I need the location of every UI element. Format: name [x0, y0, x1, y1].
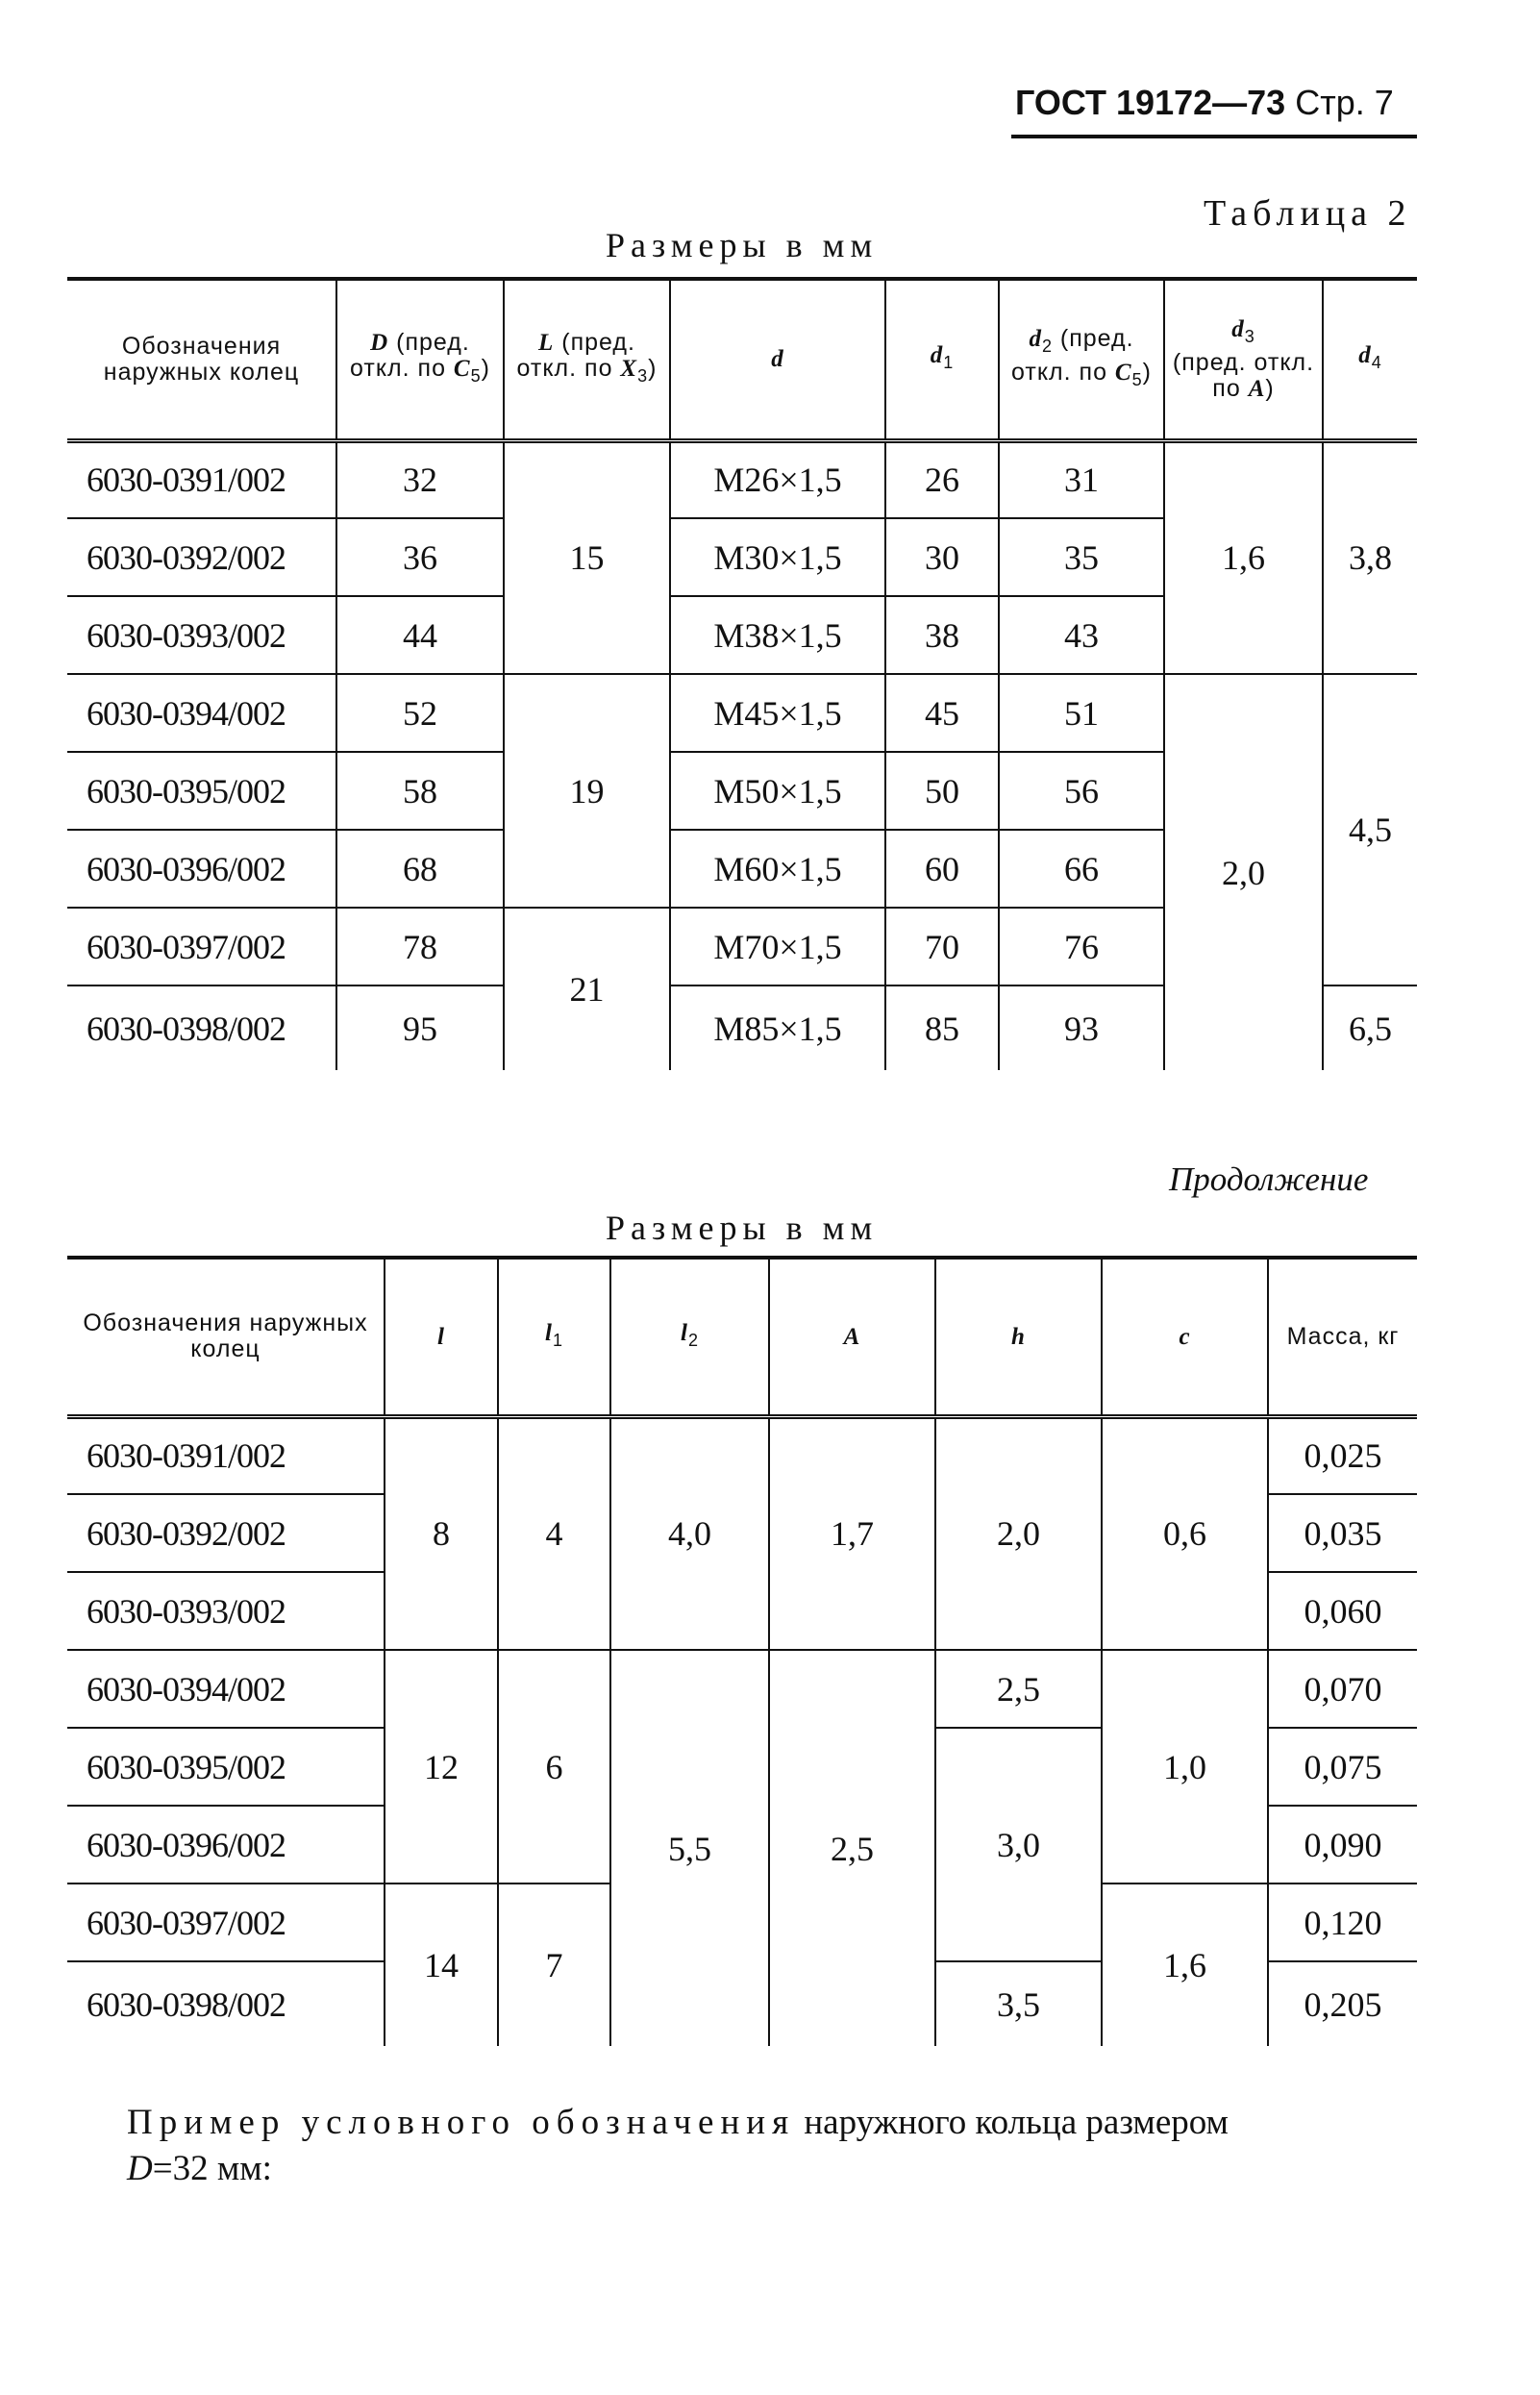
col-designation	[67, 279, 336, 440]
d2-cell: 31	[999, 440, 1164, 518]
D-cell: 32	[336, 440, 504, 518]
designation-cell: 6030-0398/002	[87, 1984, 286, 2024]
col-d3-close: )	[1265, 375, 1275, 403]
col-d1-sub: 1	[943, 353, 955, 373]
page-number: Стр. 7	[1295, 83, 1394, 122]
D-cell: 36	[336, 518, 504, 596]
d4-cell: 4,5	[1323, 674, 1417, 985]
L-cell: 15	[504, 440, 670, 674]
mass-cell: 0,205	[1268, 1961, 1417, 2046]
col-D	[336, 279, 504, 440]
col-d2-tol-sub: 5	[1131, 369, 1143, 389]
col-d2-close: )	[1142, 358, 1152, 386]
col-l1	[498, 1258, 610, 1416]
mass-cell: 0,090	[1268, 1806, 1417, 1884]
col-c	[1102, 1258, 1268, 1416]
col-d4	[1323, 279, 1417, 440]
l1-cell: 4	[498, 1416, 610, 1650]
designation-cell: 6030-0397/002	[67, 1884, 385, 1961]
header-rule	[1011, 135, 1417, 138]
col-d1-symbol: d	[930, 342, 944, 369]
col-d1	[885, 279, 999, 440]
col-mass-label: Масса, кг	[1286, 1322, 1400, 1350]
d2-cell: 93	[999, 985, 1164, 1070]
col-D-close: )	[481, 354, 490, 382]
col-L-tol-sub: 3	[637, 365, 649, 386]
table1-units: Размеры в мм	[606, 226, 879, 264]
mass-cell: 0,120	[1268, 1884, 1417, 1961]
col-h	[935, 1258, 1102, 1416]
d2-cell: 56	[999, 752, 1164, 830]
col-d2-tol: C	[1114, 359, 1132, 386]
designation-cell: 6030-0395/002	[67, 1728, 385, 1806]
d-cell: М85×1,5	[670, 985, 885, 1070]
designation-cell: 6030-0396/002	[67, 830, 336, 908]
d1-cell: 26	[885, 440, 999, 518]
c-cell: 1,0	[1102, 1650, 1268, 1884]
D-cell: 78	[336, 908, 504, 985]
d1-cell: 60	[885, 830, 999, 908]
l1-cell: 6	[498, 1650, 610, 1884]
col-d3-sub: 3	[1244, 327, 1255, 347]
col-c-symbol: c	[1179, 1323, 1191, 1350]
designation-cell: 6030-0392/002	[67, 518, 336, 596]
continuation-label: Продолжение	[1169, 1160, 1369, 1198]
col-D-tol: C	[453, 355, 471, 382]
h-cell: 2,5	[935, 1650, 1102, 1728]
col-L-symbol: L	[538, 329, 555, 356]
h-cell: 3,5	[935, 1961, 1102, 2046]
A-cell: 2,5	[769, 1650, 935, 2046]
d1-cell: 70	[885, 908, 999, 985]
mass-cell: 0,035	[1268, 1494, 1417, 1572]
col-mass	[1268, 1258, 1417, 1416]
example-variable: D	[127, 2149, 153, 2188]
col-h-symbol: h	[1011, 1323, 1026, 1350]
col-d2-text: (пред. откл. по	[1011, 324, 1134, 386]
col-d	[670, 279, 885, 440]
col-designation-label: Обозначения наружных колец	[83, 1310, 368, 1363]
col-d3-text: (пред. откл. по	[1172, 349, 1315, 403]
mass-cell: 0,070	[1268, 1650, 1417, 1728]
designation-cell: 6030-0395/002	[67, 752, 336, 830]
designation-cell: 6030-0393/002	[67, 596, 336, 674]
col-d4-symbol: d	[1358, 342, 1372, 369]
designation-cell: 6030-0396/002	[67, 1806, 385, 1884]
l2-cell: 5,5	[610, 1650, 769, 2046]
D-cell: 44	[336, 596, 504, 674]
mass-cell: 0,025	[1268, 1416, 1417, 1494]
d2-cell: 51	[999, 674, 1164, 752]
designation-cell: 6030-0394/002	[67, 1650, 385, 1728]
d-cell: М50×1,5	[670, 752, 885, 830]
D-cell: 52	[336, 674, 504, 752]
d-cell: М26×1,5	[670, 440, 885, 518]
designation-cell: 6030-0397/002	[67, 908, 336, 985]
designation-cell: 6030-0398/002	[87, 1009, 286, 1048]
d-cell: М45×1,5	[670, 674, 885, 752]
example-spaced-text: Пример условного обозначения	[127, 2103, 796, 2142]
designation-cell: 6030-0393/002	[67, 1572, 385, 1650]
designation-cell: 6030-0391/002	[67, 1416, 385, 1494]
col-L-close: )	[648, 354, 658, 382]
col-d4-sub: 4	[1371, 353, 1382, 373]
col-l2-symbol: l	[681, 1319, 688, 1346]
d1-cell: 38	[885, 596, 999, 674]
d4-cell: 6,5	[1323, 985, 1417, 1070]
col-d-symbol: d	[771, 346, 784, 373]
continuation-table	[67, 1256, 1417, 2046]
designation-cell: 6030-0392/002	[67, 1494, 385, 1572]
L-cell: 21	[504, 908, 670, 1070]
col-D-symbol: D	[370, 329, 389, 356]
designation-cell: 6030-0394/002	[67, 674, 336, 752]
d-cell: М60×1,5	[670, 830, 885, 908]
col-D-tol-sub: 5	[470, 365, 482, 386]
dimensions-table	[67, 277, 1417, 1070]
mass-cell: 0,060	[1268, 1572, 1417, 1650]
table-caption: Таблица 2	[1204, 193, 1412, 234]
d1-cell: 50	[885, 752, 999, 830]
L-cell: 19	[504, 674, 670, 908]
l-cell: 8	[385, 1416, 498, 1650]
col-L	[504, 279, 670, 440]
A-cell: 1,7	[769, 1416, 935, 1650]
col-designation-label: Обозначения наружных колец	[103, 332, 300, 386]
d2-cell: 76	[999, 908, 1164, 985]
d2-cell: 66	[999, 830, 1164, 908]
d1-cell: 30	[885, 518, 999, 596]
col-d3-tol: A	[1248, 376, 1266, 403]
designation-example	[127, 2100, 1417, 2192]
standard-number: ГОСТ 19172—73	[1015, 83, 1286, 122]
col-designation	[67, 1258, 385, 1416]
table-row	[67, 440, 1417, 518]
d-cell: М38×1,5	[670, 596, 885, 674]
h-cell: 2,0	[935, 1416, 1102, 1650]
col-d2	[999, 279, 1164, 440]
d2-cell: 43	[999, 596, 1164, 674]
col-d3-symbol: d	[1231, 316, 1245, 343]
col-A	[769, 1258, 935, 1416]
col-L-tol: X	[620, 355, 638, 382]
d3-cell: 1,6	[1164, 440, 1323, 674]
col-l2-sub: 2	[687, 1330, 699, 1350]
col-l2	[610, 1258, 769, 1416]
col-l1-symbol: l	[545, 1319, 553, 1346]
l1-cell: 7	[498, 1884, 610, 2046]
example-text: наружного кольца размером	[795, 2103, 1229, 2142]
col-L-text: (пред. откл. по	[516, 328, 635, 382]
h-cell: 3,0	[935, 1728, 1102, 1961]
col-d2-symbol: d	[1029, 325, 1042, 352]
c-cell: 0,6	[1102, 1416, 1268, 1650]
col-d2-sub: 2	[1041, 336, 1053, 356]
D-cell: 68	[336, 830, 504, 908]
table-row	[67, 674, 1417, 752]
col-A-symbol: A	[843, 1323, 861, 1350]
l-cell: 12	[385, 1650, 498, 1884]
D-cell: 95	[336, 985, 504, 1070]
example-value: =32 мм:	[152, 2149, 272, 2188]
d-cell: М70×1,5	[670, 908, 885, 985]
table-row	[67, 1650, 1417, 1728]
page-header	[1015, 83, 1394, 123]
table-row	[67, 1416, 1417, 1494]
designation-cell: 6030-0391/002	[67, 440, 336, 518]
D-cell: 58	[336, 752, 504, 830]
d1-cell: 85	[885, 985, 999, 1070]
mass-cell: 0,075	[1268, 1728, 1417, 1806]
d4-cell: 3,8	[1323, 440, 1417, 674]
d2-cell: 35	[999, 518, 1164, 596]
col-l-symbol: l	[437, 1323, 445, 1350]
c-cell: 1,6	[1102, 1884, 1268, 2046]
col-l	[385, 1258, 498, 1416]
l-cell: 14	[385, 1884, 498, 2046]
table2-units: Размеры в мм	[606, 1209, 879, 1247]
d-cell: М30×1,5	[670, 518, 885, 596]
col-d3	[1164, 279, 1323, 440]
d3-cell: 2,0	[1164, 674, 1323, 1070]
d1-cell: 45	[885, 674, 999, 752]
col-l1-sub: 1	[552, 1330, 563, 1350]
col-D-text: (пред. откл. по	[350, 328, 470, 382]
l2-cell: 4,0	[610, 1416, 769, 1650]
